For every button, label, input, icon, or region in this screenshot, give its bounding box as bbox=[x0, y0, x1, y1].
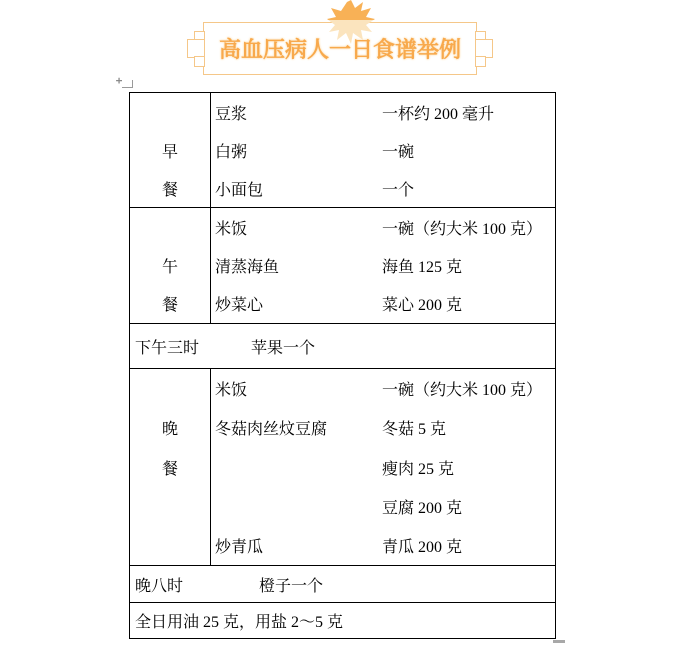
lunch-section bbox=[130, 208, 555, 324]
table-row bbox=[215, 246, 555, 284]
daily-note-row bbox=[130, 603, 555, 637]
dish-name: 米饭 bbox=[215, 220, 248, 238]
dish-amount: 瘦肉 25 克 bbox=[382, 460, 455, 478]
meal-char bbox=[130, 369, 210, 408]
dish-name: 小面包 bbox=[215, 181, 264, 199]
snack-time-label: 下午三时 bbox=[135, 339, 200, 357]
dinner-items bbox=[211, 369, 555, 565]
table-row bbox=[215, 526, 555, 565]
page-title: 高血压病人一日食谱举例 bbox=[218, 37, 461, 62]
dish-name: 冬菇肉丝炆豆腐 bbox=[215, 421, 328, 439]
table-row bbox=[215, 131, 555, 169]
table-move-handle-bracket bbox=[122, 80, 133, 88]
dish-amount: 豆腐 200 克 bbox=[382, 499, 463, 517]
table-row bbox=[215, 93, 555, 131]
afternoon-snack-row bbox=[130, 324, 555, 369]
table-row bbox=[215, 369, 555, 408]
diet-table bbox=[129, 92, 556, 639]
breakfast-section bbox=[130, 93, 555, 208]
evening-snack-row bbox=[130, 566, 555, 603]
meal-char bbox=[130, 487, 210, 526]
meal-char: 早 bbox=[161, 143, 178, 161]
dish-amount: 冬菇 5 克 bbox=[382, 421, 447, 439]
dish-name: 清蒸海鱼 bbox=[215, 258, 280, 276]
snack-value: 橙子一个 bbox=[259, 577, 324, 595]
snack-value: 苹果一个 bbox=[251, 339, 316, 357]
meal-char: 午 bbox=[161, 258, 178, 276]
meal-char: 餐 bbox=[161, 181, 178, 199]
dish-name: 米饭 bbox=[215, 382, 248, 400]
daily-note-text: 全日用油 25 克，用盐 2～5 克 bbox=[135, 613, 344, 631]
dish-name: 豆浆 bbox=[215, 105, 248, 123]
table-resize-handle[interactable] bbox=[553, 640, 565, 643]
meal-char: 晚 bbox=[161, 421, 178, 439]
table-row bbox=[215, 408, 555, 447]
dinner-meal-cell bbox=[130, 369, 211, 565]
table-move-handle[interactable]: + bbox=[115, 74, 123, 87]
dish-amount: 海鱼 125 克 bbox=[382, 258, 463, 276]
breakfast-items bbox=[211, 93, 555, 207]
meal-char bbox=[130, 93, 210, 131]
dish-name: 白粥 bbox=[215, 143, 248, 161]
dish-amount: 一碗（约大米 100 克） bbox=[382, 382, 543, 400]
dish-amount: 一个 bbox=[382, 181, 415, 199]
meal-char: 餐 bbox=[161, 460, 178, 478]
lunch-meal-cell bbox=[130, 208, 211, 323]
breakfast-meal-cell bbox=[130, 93, 211, 207]
dish-name: 炒菜心 bbox=[215, 297, 264, 315]
table-row bbox=[215, 169, 555, 207]
dinner-section bbox=[130, 369, 555, 566]
meal-char bbox=[130, 526, 210, 565]
dish-amount: 菜心 200 克 bbox=[382, 297, 463, 315]
dish-amount: 一碗 bbox=[382, 143, 415, 161]
dish-amount: 一碗（约大米 100 克） bbox=[382, 220, 543, 238]
lunch-items bbox=[211, 208, 555, 323]
meal-char: 餐 bbox=[161, 297, 178, 315]
dish-amount: 青瓜 200 克 bbox=[382, 538, 463, 556]
snack-time-label: 晚八时 bbox=[135, 577, 184, 595]
table-row bbox=[215, 447, 555, 486]
table-row bbox=[215, 487, 555, 526]
table-row bbox=[215, 285, 555, 323]
dish-amount: 一杯约 200 毫升 bbox=[382, 105, 495, 123]
table-row bbox=[215, 208, 555, 246]
meal-char bbox=[130, 208, 210, 246]
dish-name: 炒青瓜 bbox=[215, 538, 264, 556]
